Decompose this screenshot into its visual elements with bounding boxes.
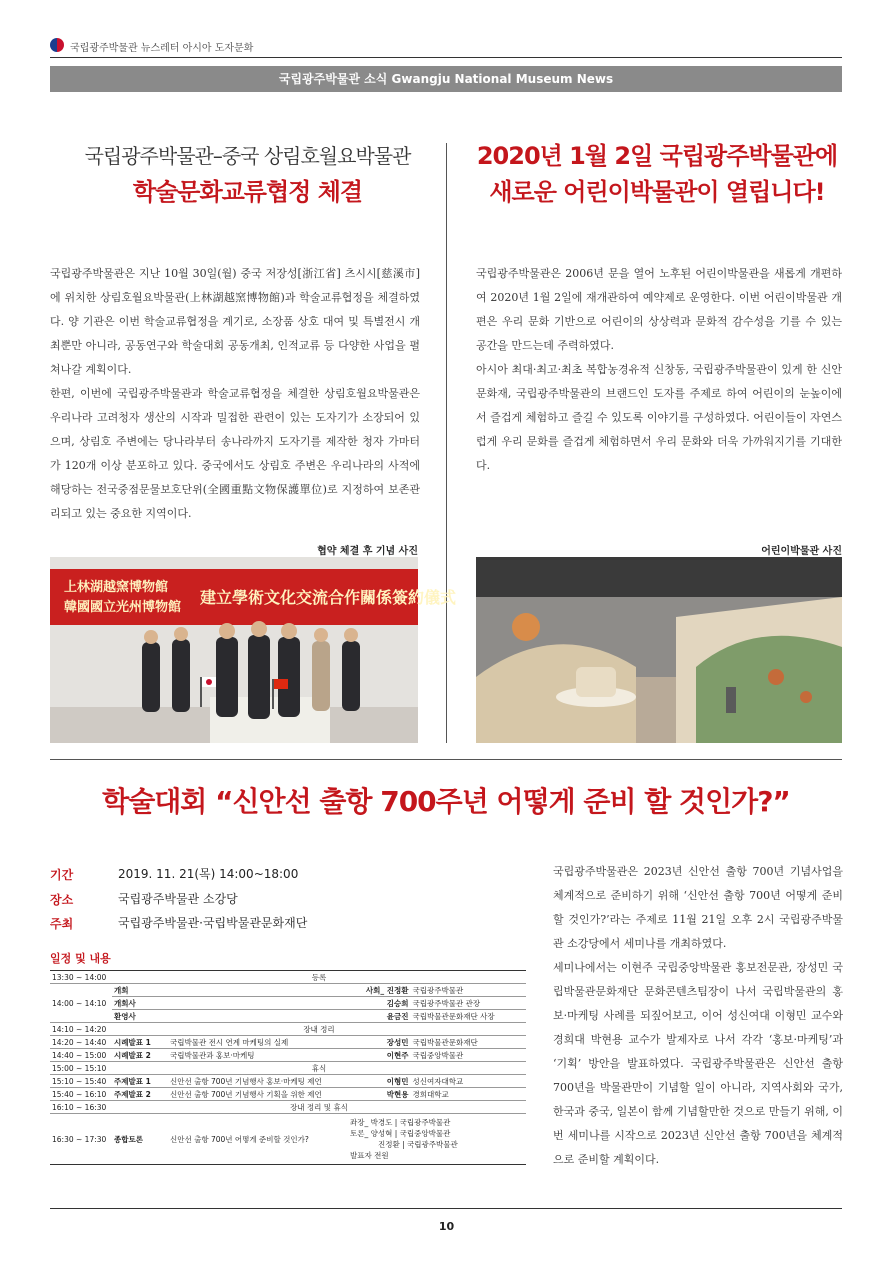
table-cell — [168, 984, 348, 997]
table-cell: 이형민 — [348, 1075, 411, 1088]
table-cell: 경희대학교 — [411, 1088, 527, 1101]
header-rule — [50, 57, 842, 58]
table-cell: 개회사 — [112, 997, 168, 1010]
paragraph: 아시아 최대·최고·최초 복합농경유적 신창동, 국립광주박물관이 있게 한 신안 문화재, 국립광주박물관의 브랜드인 도자를 주제로 하여 어린이의 눈높이에서 즐겁게 체험하고 즐길 수 있도록 이야기를 구성하였다. 어린이들이 자연스럽게 우리 문화를 즐겁게 체험하면서 우리 문화와 더욱 가까워지기를 기대한다. — [476, 363, 842, 472]
table-cell: 윤금진 — [348, 1010, 411, 1023]
table-cell: 14:00 ~ 14:10 — [50, 984, 112, 1023]
table-cell: 주제발표 2 — [112, 1088, 168, 1101]
table-row — [50, 1049, 526, 1062]
table-cell: 신안선 출항 700년 어떻게 준비할 것인가? — [168, 1114, 348, 1165]
ceremony-illustration — [50, 557, 457, 743]
symposium-body — [553, 860, 843, 1172]
table-cell: 환영사 — [112, 1010, 168, 1023]
period-label: 기간 — [50, 868, 74, 882]
schedule-table — [50, 970, 526, 1165]
table-row — [50, 1101, 526, 1114]
table-row — [50, 997, 526, 1010]
table-cell: 시례발표 1 — [112, 1036, 168, 1049]
table-row — [50, 984, 526, 997]
table-cell: 국립광주박물관 — [411, 984, 527, 997]
table-cell: 국립박물관문화재단 사장 — [411, 1010, 527, 1023]
table-row — [50, 1075, 526, 1088]
page-number: 10 — [438, 1220, 455, 1233]
table-cell: 주제발표 1 — [112, 1075, 168, 1088]
table-cell: 이현주 — [348, 1049, 411, 1062]
chair-line: 좌장_ 박경도 | 국립광주박물관 — [350, 1118, 451, 1127]
table-cell: 15:40 ~ 16:10 — [50, 1088, 112, 1101]
left-article-title: 학술문화교류협정 체결 — [132, 178, 363, 206]
host-value: 국립광주박물관·국립박물관문화재단 — [118, 916, 308, 930]
left-article-body — [50, 262, 420, 526]
panel-line2: 진정환 | 국립광주박물관 — [378, 1140, 458, 1149]
banner-main: 建立學術文化交流合作關係簽約儀式 — [200, 588, 457, 607]
table-cell: 16:30 ~ 17:30 — [50, 1114, 112, 1165]
banner-line1: 上林湖越窯博物館 — [64, 580, 169, 595]
left-article-subtitle: 국립광주박물관–중국 상림호월요박물관 — [84, 144, 411, 168]
right-article-body — [476, 262, 842, 478]
banner-line2: 韓國國立光州博物館 — [64, 600, 182, 615]
table-cell: 신안선 출항 700년 기념행사 홍보·마케팅 제언 — [168, 1075, 348, 1088]
table-cell: 14:10 ~ 14:20 — [50, 1023, 112, 1036]
table-cell: 16:10 ~ 16:30 — [50, 1101, 112, 1114]
table-cell: 국립박물관문화재단 — [411, 1036, 527, 1049]
childrens-museum-photo — [476, 557, 842, 743]
table-cell: 장성민 — [348, 1036, 411, 1049]
table-cell: 국립광주박물관 관장 — [411, 997, 527, 1010]
paragraph: 국립광주박물관은 2023년 신안선 출항 700년 기념사업을 체계적으로 준비하기 위해 ‘신안선 출항 700년 어떻게 준비할 것인가?’라는 주제로 11월 21일 오후 2시 국립광주박물관 소강당에서 세미나를 개최하였다. — [553, 865, 843, 950]
table-row — [50, 1036, 526, 1049]
newsletter-title: 국립광주박물관 뉴스레터 아시아 도자문화 — [70, 43, 254, 54]
table-cell: 장내 정리 — [112, 1023, 526, 1036]
signing-ceremony-photo — [50, 557, 457, 743]
paragraph: 국립광주박물관은 지난 10월 30일(월) 중국 저장성[浙江省] 츠시시[慈溪市]에 위치한 상림호월요박물관(上林湖越窯博物館)과 학술교류협정을 체결하였다. 양 기관은 이번 학술교류협정을 계기로, 소장품 상호 대여 및 특별전시 개최뿐만 아니라, 공동연구와 학술대회 공동개최, 인적교류 등 다양한 사업을 펼쳐나갈 계획이다. — [50, 267, 420, 376]
table-cell: 14:40 ~ 15:00 — [50, 1049, 112, 1062]
table-row — [50, 1114, 526, 1165]
table-row — [50, 1062, 526, 1075]
table-cell: 국립중앙박물관 — [411, 1049, 527, 1062]
table-cell: 등록 — [112, 971, 526, 984]
schedule-title: 일정 및 내용 — [50, 952, 111, 965]
table-cell: 박현용 — [348, 1088, 411, 1101]
table-cell: 시례발표 2 — [112, 1049, 168, 1062]
table-cell — [348, 1114, 526, 1165]
table-cell: 개회 — [112, 984, 168, 997]
museum-logo-icon — [50, 38, 64, 52]
table-cell: 국립박물관과 홍보·마케팅 — [168, 1049, 348, 1062]
table-cell: 15:00 ~ 15:10 — [50, 1062, 112, 1075]
panel-line1: 토론_ 양성혁 | 국립중앙박물관 — [350, 1129, 451, 1138]
section-divider — [50, 759, 842, 760]
table-row — [50, 1088, 526, 1101]
panel-line3: 발표자 전원 — [350, 1151, 389, 1160]
table-row — [50, 971, 526, 984]
museum-interior-illustration — [476, 557, 842, 743]
table-cell — [168, 1010, 348, 1023]
paragraph: 한편, 이번에 국립광주박물관과 학술교류협정을 체결한 상림호월요박물관은 우리나라 고려청자 생산의 시작과 밀접한 관련이 있는 도자기가 소장되어 있으며, 상림호 주변에는 당나라부터 송나라까지 도자기를 제작한 청자 가마터가 120개 이상 분포하고 있다. 중국에서도 상림호 주변은 우리나라의 사적에 해당하는 전국중점문물보호단위(全國重點文物保護單位)로 지정하여 보존관리되고 있는 중요한 지역이다. — [50, 387, 420, 520]
table-cell: 종합토론 — [112, 1114, 168, 1165]
right-article-title-line1: 2020년 1월 2일 국립광주박물관에 — [476, 142, 838, 170]
table-cell: 국립박물관 전시 연계 마케팅의 실제 — [168, 1036, 348, 1049]
period-value: 2019. 11. 21(목) 14:00~18:00 — [118, 867, 299, 881]
column-divider — [446, 143, 447, 743]
table-cell: 장내 정리 및 휴식 — [112, 1101, 526, 1114]
table-cell — [168, 997, 348, 1010]
host-label: 주최 — [50, 917, 74, 931]
table-cell: 15:10 ~ 15:40 — [50, 1075, 112, 1088]
table-cell: 14:20 ~ 14:40 — [50, 1036, 112, 1049]
table-cell: 성신여자대학교 — [411, 1075, 527, 1088]
table-row — [50, 1010, 526, 1023]
table-cell: 김승희 — [348, 997, 411, 1010]
table-cell: 13:30 ~ 14:00 — [50, 971, 112, 984]
table-cell: 사회_ 진정환 — [348, 984, 411, 997]
right-article-title-line2: 새로운 어린이박물관이 열립니다! — [489, 178, 825, 206]
right-photo-caption: 어린이박물관 사진 — [761, 546, 842, 557]
venue-label: 장소 — [50, 893, 74, 907]
table-row — [50, 1023, 526, 1036]
table-cell: 신안선 출항 700년 기념행사 기획을 위한 제언 — [168, 1088, 348, 1101]
footer-rule — [50, 1208, 842, 1209]
left-photo-caption: 협약 체결 후 기념 사진 — [317, 546, 418, 557]
venue-value: 국립광주박물관 소강당 — [118, 892, 238, 906]
paragraph: 세미나에서는 이현주 국립중앙박물관 홍보전문관, 장성민 국립박물관문화재단 문화콘텐츠팀장이 나서 국립박물관의 홍보·마케팅 사례를 되짚어보고, 이어 성신여대 이형민 교수와 경희대 박현용 교수가 발제자로 나서 각각 ‘홍보·마케팅’과 ‘기획’ 방안을 발표하였다. 국립광주박물관은 신안선 출항 700년을 박물관만이 기념할 일이 아니라, 지역사회와 국가, 한국과 중국, 일본이 함께 기념할만한 것으로 만들기 위해, 이번 세미나를 시작으로 2023년 신안선 출항 700년을 체계적으로 준비할 계획이다. — [553, 961, 843, 1166]
paragraph: 국립광주박물관은 2006년 문을 열어 노후된 어린이박물관을 새롭게 개편하여 2020년 1월 2일에 재개관하여 예약제로 운영한다. 이번 어린이박물관 개편은 우리 문화 기반으로 어린이의 상상력과 문화적 감수성을 기를 수 있는 공간을 만드는데 주력하였다. — [476, 267, 842, 352]
section-band: 국립광주박물관 소식 Gwangju National Museum News — [50, 66, 842, 92]
symposium-title: 학술대회 “신안선 출항 700주년 어떻게 준비 할 것인가?” — [102, 785, 790, 818]
table-cell: 휴식 — [112, 1062, 526, 1075]
